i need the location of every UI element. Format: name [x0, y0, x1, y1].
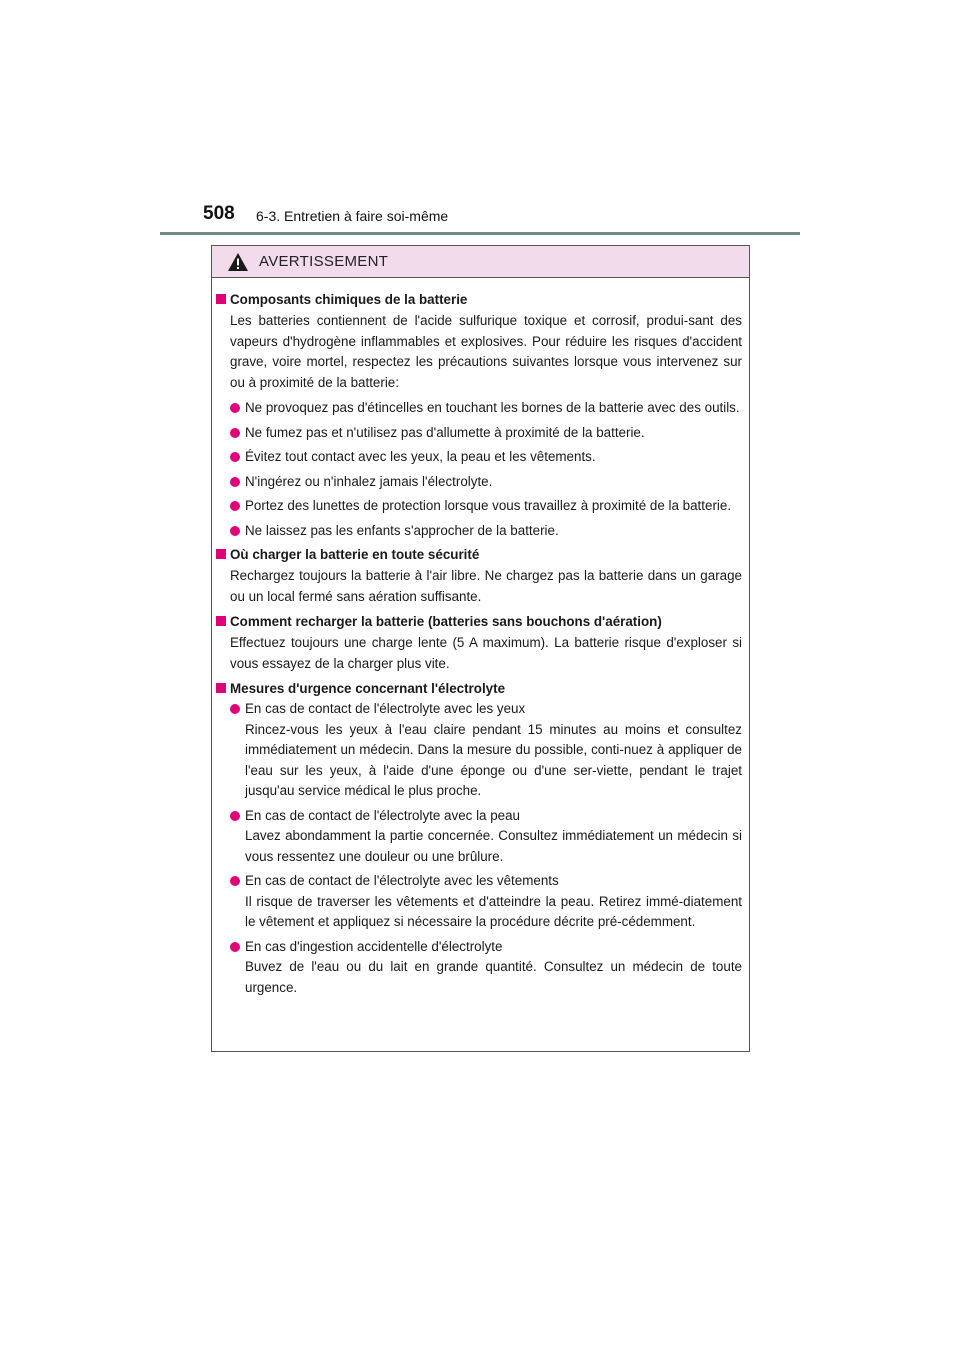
list-item: [230, 496, 742, 517]
warning-body: [212, 278, 749, 998]
list-item: [230, 398, 742, 419]
section-heading: [216, 545, 742, 565]
list-item: [230, 871, 742, 933]
circle-bullet-icon: [230, 403, 240, 413]
circle-bullet-icon: [230, 501, 240, 511]
square-bullet-icon: [216, 549, 226, 559]
section-heading-text: Composants chimiques de la batterie: [230, 292, 468, 307]
warning-header: [212, 246, 749, 278]
list-item: [230, 423, 742, 444]
list-item: [230, 937, 742, 999]
circle-bullet-icon: [230, 876, 240, 886]
list-item-title: En cas de contact de l'électrolyte avec les vêtements: [245, 873, 559, 888]
list-item: [230, 472, 742, 493]
circle-bullet-icon: [230, 526, 240, 536]
list-item-title: En cas d'ingestion accidentelle d'électrolyte: [245, 938, 503, 954]
list-item: [230, 699, 742, 802]
list-item-title: En cas de contact de l'électrolyte avec la peau: [245, 807, 520, 823]
square-bullet-icon: [216, 616, 226, 626]
list-item-body: Buvez de l'eau ou du lait en grande quantité. Consultez un médecin de toute urgence.: [245, 959, 742, 995]
list-item-text: [245, 699, 742, 802]
list-item: [230, 521, 742, 542]
section-heading: [216, 612, 742, 632]
list-item-text: Ne fumez pas et n'utilisez pas d'allumette à proximité de la batterie.: [245, 424, 645, 440]
list-item-body: Lavez abondamment la partie concernée. Consultez immédiatement un médecin si vous ressentez une douleur ou une brûlure.: [245, 828, 742, 864]
list-item-text: [245, 806, 742, 868]
circle-bullet-icon: [230, 477, 240, 487]
circle-bullet-icon: [230, 428, 240, 438]
section-heading: [216, 679, 742, 699]
circle-bullet-icon: [230, 704, 240, 714]
circle-bullet-icon: [230, 942, 240, 952]
section-paragraph: Effectuez toujours une charge lente (5 A maximum). La batterie risque d'exploser si vous essayez de la charger plus vite.: [230, 635, 742, 671]
section-title: 6-3. Entretien à faire soi-même: [256, 208, 449, 224]
list-item-text: [245, 937, 742, 999]
list-item-text: [245, 871, 742, 933]
list-item-body: Rincez-vous les yeux à l'eau claire pendant 15 minutes au moins et consultez immédiatement un médecin. Dans la mesure du possible, conti-nuez à appliquer de l'eau sur les yeux, à l'aide d'une éponge ou d'une ser-viette, pendant le trajet jusqu'au service médical le plus proche.: [245, 721, 742, 798]
warning-title: AVERTISSEMENT: [259, 253, 389, 270]
list-item-body: Il risque de traverser les vêtements et d'atteindre la peau. Retirez immé-diatement le vêtement et appliquez si nécessaire la procédure décrite pré-cédemment.: [245, 893, 742, 929]
section-heading-text: Mesures d'urgence concernant l'électrolyte: [230, 681, 506, 696]
section-heading-text: Où charger la batterie en toute sécurité: [230, 547, 480, 562]
list-item-text: N'ingérez ou n'inhalez jamais l'électrolyte.: [245, 473, 493, 489]
circle-bullet-icon: [230, 452, 240, 462]
list-item-title: En cas de contact de l'électrolyte avec les yeux: [245, 701, 526, 716]
section-heading: [216, 290, 742, 310]
list-item-text: Ne provoquez pas d'étincelles en touchant les bornes de la batterie avec des outils.: [245, 400, 740, 415]
warning-triangle-icon: [227, 252, 249, 272]
circle-bullet-icon: [230, 811, 240, 821]
list-item-text: Évitez tout contact avec les yeux, la peau et les vêtements.: [245, 449, 596, 464]
list-item: [230, 447, 742, 468]
section-paragraph: Rechargez toujours la batterie à l'air libre. Ne chargez pas la batterie dans un garage ou un local fermé sans aération suffisante.: [230, 568, 742, 604]
header-rule: [160, 232, 800, 235]
list-item-text: Ne laissez pas les enfants s'approcher de la batterie.: [245, 522, 559, 538]
square-bullet-icon: [216, 294, 226, 304]
warning-box: [211, 245, 750, 1052]
section-paragraph: Les batteries contiennent de l'acide sulfurique toxique et corrosif, produi-sant des vapeurs d'hydrogène inflammables et explosives. Pour réduire les risques d'accident grave, voire mortel, respectez les précautions suivantes lorsque vous intervenez sur ou à proximité de la batterie:: [230, 313, 742, 390]
section-heading-text: Comment recharger la batterie (batteries sans bouchons d'aération): [230, 614, 662, 629]
page-number: 508: [203, 203, 235, 224]
list-item-text: Portez des lunettes de protection lorsque vous travaillez à proximité de la batterie.: [245, 498, 732, 513]
list-item: [230, 806, 742, 868]
square-bullet-icon: [216, 683, 226, 693]
